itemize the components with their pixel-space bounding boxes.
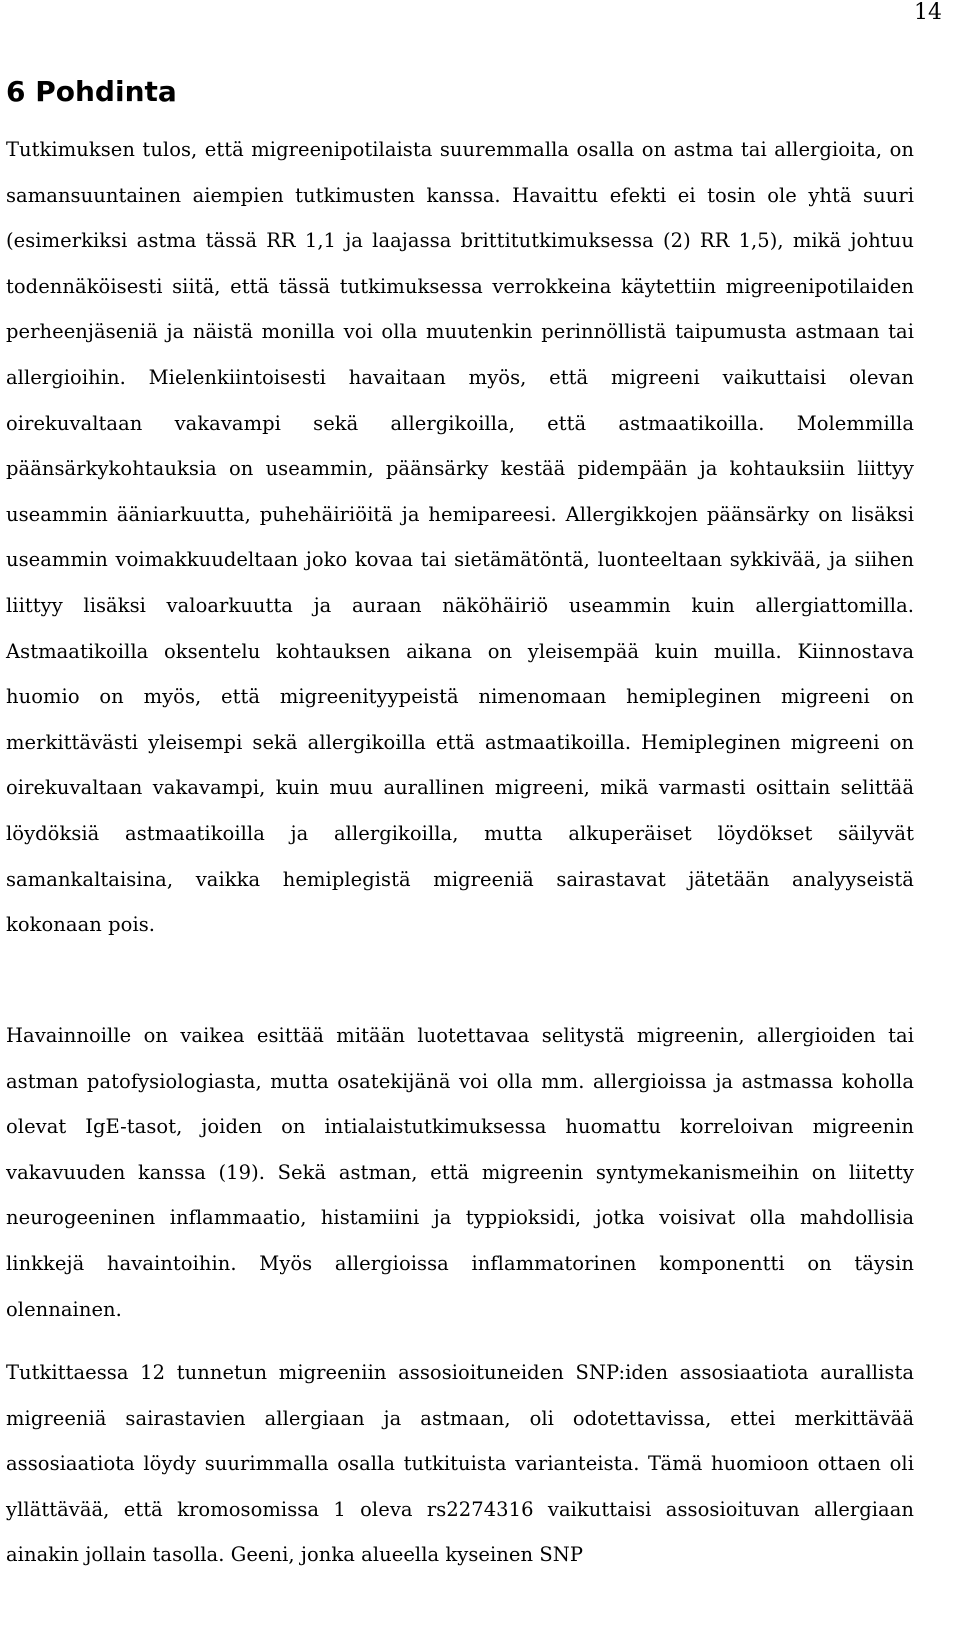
paragraph-snp-association: Tutkittaessa 12 tunnetun migreeniin assosioituneiden SNP:iden assosiaatiota aurallista migreeniä sairastavien allergiaan ja astmaan, oli odotettavissa, ettei merkittävää assosiaatiota löydy suurimmalla osalla tutkituista varianteista. Tämä huomioon ottaen oli yllättävää, että kromosomissa 1 oleva rs2274316 vaikuttaisi assosioituvan allergiaan ainakin jollain tasolla. Geeni, jonka alueella kyseinen SNP [6, 1361, 914, 1567]
page-number: 14 [914, 0, 942, 25]
section-heading: 6 Pohdinta [6, 75, 177, 108]
paragraph-results-comparison: Tutkimuksen tulos, että migreenipotilaista suuremmalla osalla on astma tai allergioita, on samansuuntainen aiempien tutkimusten kanssa. Havaittu efekti ei tosin ole yhtä suuri (esimerkiksi astma tässä RR 1,1 ja laajassa brittitutkimuksessa (2) RR 1,5), mikä johtuu todennäköisesti siitä, että tässä tutkimuksessa verrokkeina käytettiin migreenipotilaiden perheenjäseniä ja näistä monilla voi olla muutenkin perinnöllistä taipumusta astmaan tai allergioihin. Mielenkiintoisesti havaitaan myös, että migreeni vaikuttaisi olevan oirekuvaltaan vakavampi sekä allergikoilla, että astmaatikoilla. Molemmilla päänsärkykohtauksia on useammin, päänsärky kestää pidempään ja kohtauksiin liittyy useammin ääniarkuutta, puhehäiriöitä ja hemipareesi. Allergikkojen päänsärky on lisäksi useammin voimakkuudeltaan joko kovaa tai sietämätöntä, luonteeltaan sykkivää, ja siihen liittyy lisäksi valoarkuutta ja auraan näköhäiriö useammin kuin allergiattomilla. Astmaatikoilla oksentelu kohtauksen aikana on yleisempää kuin muilla. Kiinnostava huomio on myös, että migreenityypeistä nimenomaan hemipleginen migreeni on merkittävästi yleisempi sekä allergikoilla että astmaatikoilla. Hemipleginen migreeni on oirekuvaltaan vakavampi, kuin muu aurallinen migreeni, mikä varmasti osittain selittää löydöksiä astmaatikoilla ja allergikoilla, mutta alkuperäiset löydökset säilyvät samankaltaisina, vaikka hemiplegistä migreeniä sairastavat jätetään analyyseistä kokonaan pois. [6, 138, 914, 937]
paragraph-pathophysiology: Havainnoille on vaikea esittää mitään luotettavaa selitystä migreenin, allergioiden tai astman patofysiologiasta, mutta osatekijänä voi olla mm. allergioissa ja astmassa koholla olevat IgE-tasot, joiden on intialaistutkimuksessa huomattu korreloivan migreenin vakavuuden kanssa (19). Sekä astman, että migreenin syntymekanismeihin on liitetty neurogeeninen inflammaatio, histamiini ja typpioksidi, jotka voisivat olla mahdollisia linkkejä havaintoihin. Myös allergioissa inflammatorinen komponentti on täysin olennainen. [6, 1024, 914, 1321]
